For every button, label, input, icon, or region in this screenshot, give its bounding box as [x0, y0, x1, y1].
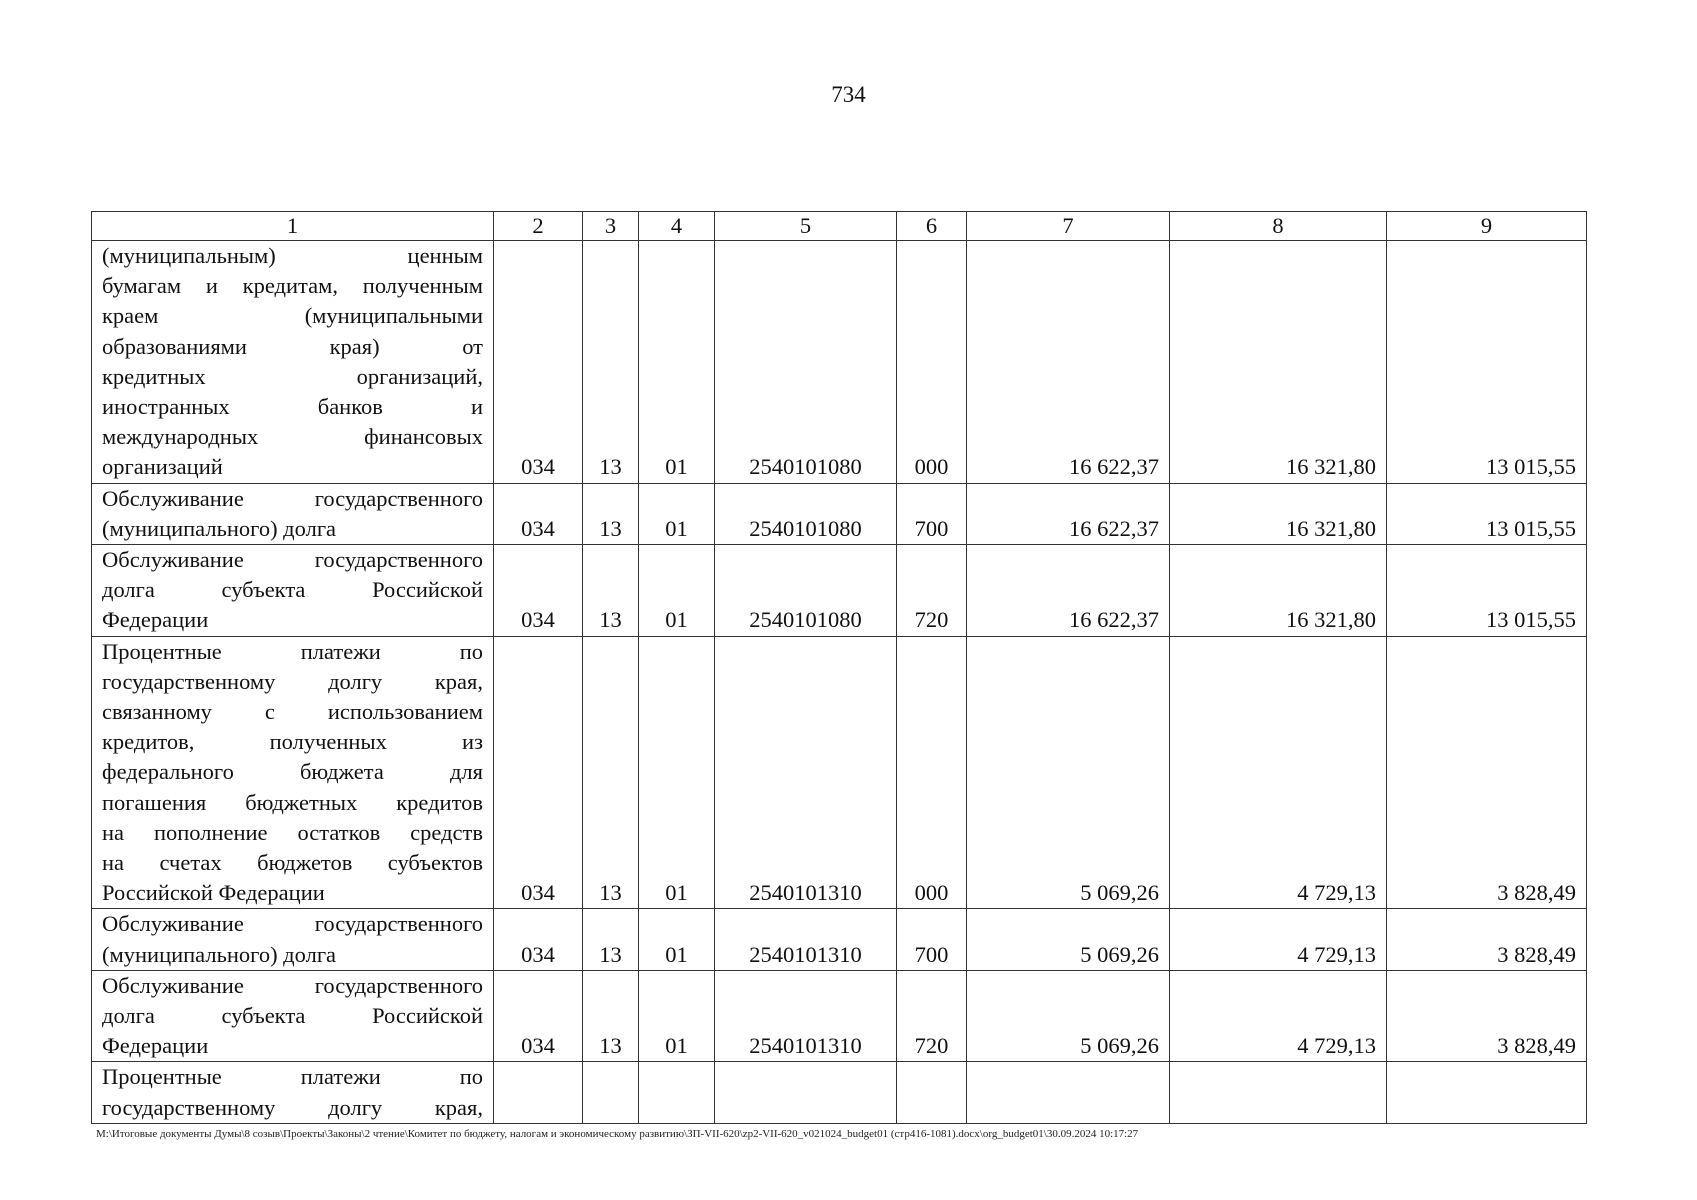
row-name-line: Федерации	[102, 607, 209, 633]
section-cell: 13	[583, 545, 639, 637]
expense-type-cell: 700	[897, 483, 967, 544]
subsection-cell: 01	[639, 636, 715, 909]
column-header: 1	[92, 212, 494, 241]
amount-cell: 4 729,13	[1170, 636, 1387, 909]
section-cell: 13	[583, 636, 639, 909]
row-name-line: организаций	[102, 454, 223, 480]
amount-cell: 5 069,26	[967, 970, 1170, 1062]
target-article-cell: 2540101310	[715, 636, 897, 909]
subsection-cell: 01	[639, 241, 715, 484]
column-header: 6	[897, 212, 967, 241]
code-cell: 034	[494, 483, 583, 544]
target-article-cell: 2540101310	[715, 970, 897, 1062]
target-article-cell: 2540101080	[715, 483, 897, 544]
amount-cell: 16 622,37	[967, 241, 1170, 484]
row-name-line: (муниципального) долга	[102, 515, 337, 541]
amount-cell: 16 622,37	[967, 483, 1170, 544]
amount-cell: 13 015,55	[1387, 545, 1587, 637]
code-cell	[494, 1062, 583, 1123]
row-name-line: краем (муниципальными	[102, 303, 483, 329]
row-name-line: на пополнение остатков средств	[102, 819, 483, 845]
row-name-line: погашения бюджетных кредитов	[102, 789, 483, 815]
row-name-line: долга субъекта Российской	[102, 577, 483, 603]
table-row	[92, 970, 1587, 1062]
subsection-cell	[639, 1062, 715, 1123]
table-row	[92, 1062, 1587, 1123]
row-name-cell	[92, 970, 494, 1062]
section-cell: 13	[583, 970, 639, 1062]
table-body	[92, 241, 1587, 1124]
row-name-line: государственному долгу края,	[102, 1094, 483, 1120]
row-name-line: государственному долгу края,	[102, 668, 483, 694]
subsection-cell: 01	[639, 970, 715, 1062]
amount-cell: 16 321,80	[1170, 483, 1387, 544]
amount-cell	[1387, 1062, 1587, 1123]
expense-type-cell	[897, 1062, 967, 1123]
section-cell: 13	[583, 241, 639, 484]
budget-table	[91, 211, 1587, 1124]
amount-cell: 13 015,55	[1387, 483, 1587, 544]
row-name-cell	[92, 636, 494, 909]
row-name-cell	[92, 545, 494, 637]
amount-cell: 5 069,26	[967, 636, 1170, 909]
expense-type-cell: 000	[897, 636, 967, 909]
row-name-cell	[92, 241, 494, 484]
row-name-line: образованиями края) от	[102, 333, 483, 359]
column-header: 3	[583, 212, 639, 241]
header-row	[92, 212, 1587, 241]
row-name-line: иностранных банков и	[102, 394, 483, 420]
row-name-line: долга субъекта Российской	[102, 1003, 483, 1029]
table-row	[92, 241, 1587, 484]
column-header: 7	[967, 212, 1170, 241]
amount-cell: 3 828,49	[1387, 970, 1587, 1062]
column-header: 2	[494, 212, 583, 241]
target-article-cell: 2540101310	[715, 909, 897, 970]
amount-cell: 13 015,55	[1387, 241, 1587, 484]
row-name-line: кредитных организаций,	[102, 363, 483, 389]
page-number: 734	[831, 82, 866, 107]
subsection-cell: 01	[639, 909, 715, 970]
table-row	[92, 545, 1587, 637]
table-row	[92, 909, 1587, 970]
code-cell: 034	[494, 970, 583, 1062]
row-name-line: Процентные платежи по	[102, 1064, 483, 1090]
row-name-line: Федерации	[102, 1033, 209, 1059]
code-cell: 034	[494, 909, 583, 970]
amount-cell: 4 729,13	[1170, 909, 1387, 970]
row-name-line: Обслуживание государственного	[102, 911, 483, 937]
row-name-line: (муниципального) долга	[102, 941, 337, 967]
row-name-line: на счетах бюджетов субъектов	[102, 850, 483, 876]
expense-type-cell: 720	[897, 545, 967, 637]
row-name-line: международных финансовых	[102, 424, 483, 450]
row-name-line: Обслуживание государственного	[102, 547, 483, 573]
target-article-cell: 2540101080	[715, 241, 897, 484]
row-name-line: федерального бюджета для	[102, 759, 483, 785]
amount-cell	[1170, 1062, 1387, 1123]
section-cell	[583, 1062, 639, 1123]
row-name-line: Процентные платежи по	[102, 638, 483, 664]
subsection-cell: 01	[639, 483, 715, 544]
row-name-line: Обслуживание государственного	[102, 485, 483, 511]
document-path-footer: М:\Итоговые документы Думы\8 созыв\Проекты\Законы\2 чтение\Комитет по бюджету, налогам и экономическому развитию\ЗП-VII-620\zp2-VII-620_v021024_budget01 (стр416-1081).docx\org_budget01\30.09.2024 10:17:27	[96, 1128, 1139, 1140]
row-name-line: Российской Федерации	[102, 880, 325, 906]
row-name-cell	[92, 909, 494, 970]
row-name-line: (муниципальным) ценным	[102, 243, 483, 268]
table-row	[92, 483, 1587, 544]
amount-cell: 16 622,37	[967, 545, 1170, 637]
column-header: 8	[1170, 212, 1387, 241]
section-cell: 13	[583, 909, 639, 970]
target-article-cell: 2540101080	[715, 545, 897, 637]
code-cell: 034	[494, 241, 583, 484]
row-name-line: Обслуживание государственного	[102, 972, 483, 998]
code-cell: 034	[494, 545, 583, 637]
amount-cell: 3 828,49	[1387, 909, 1587, 970]
row-name-line: бумагам и кредитам, полученным	[102, 273, 483, 299]
amount-cell: 16 321,80	[1170, 241, 1387, 484]
amount-cell: 5 069,26	[967, 909, 1170, 970]
row-name-cell	[92, 483, 494, 544]
column-header: 5	[715, 212, 897, 241]
table-row	[92, 636, 1587, 909]
code-cell: 034	[494, 636, 583, 909]
column-header: 4	[639, 212, 715, 241]
expense-type-cell: 700	[897, 909, 967, 970]
expense-type-cell: 720	[897, 970, 967, 1062]
amount-cell: 4 729,13	[1170, 970, 1387, 1062]
expense-type-cell: 000	[897, 241, 967, 484]
section-cell: 13	[583, 483, 639, 544]
amount-cell: 3 828,49	[1387, 636, 1587, 909]
amount-cell	[967, 1062, 1170, 1123]
row-name-line: связанному с использованием	[102, 699, 483, 725]
amount-cell: 16 321,80	[1170, 545, 1387, 637]
target-article-cell	[715, 1062, 897, 1123]
subsection-cell: 01	[639, 545, 715, 637]
row-name-cell	[92, 1062, 494, 1123]
column-header: 9	[1387, 212, 1587, 241]
row-name-line: кредитов, полученных из	[102, 729, 483, 755]
